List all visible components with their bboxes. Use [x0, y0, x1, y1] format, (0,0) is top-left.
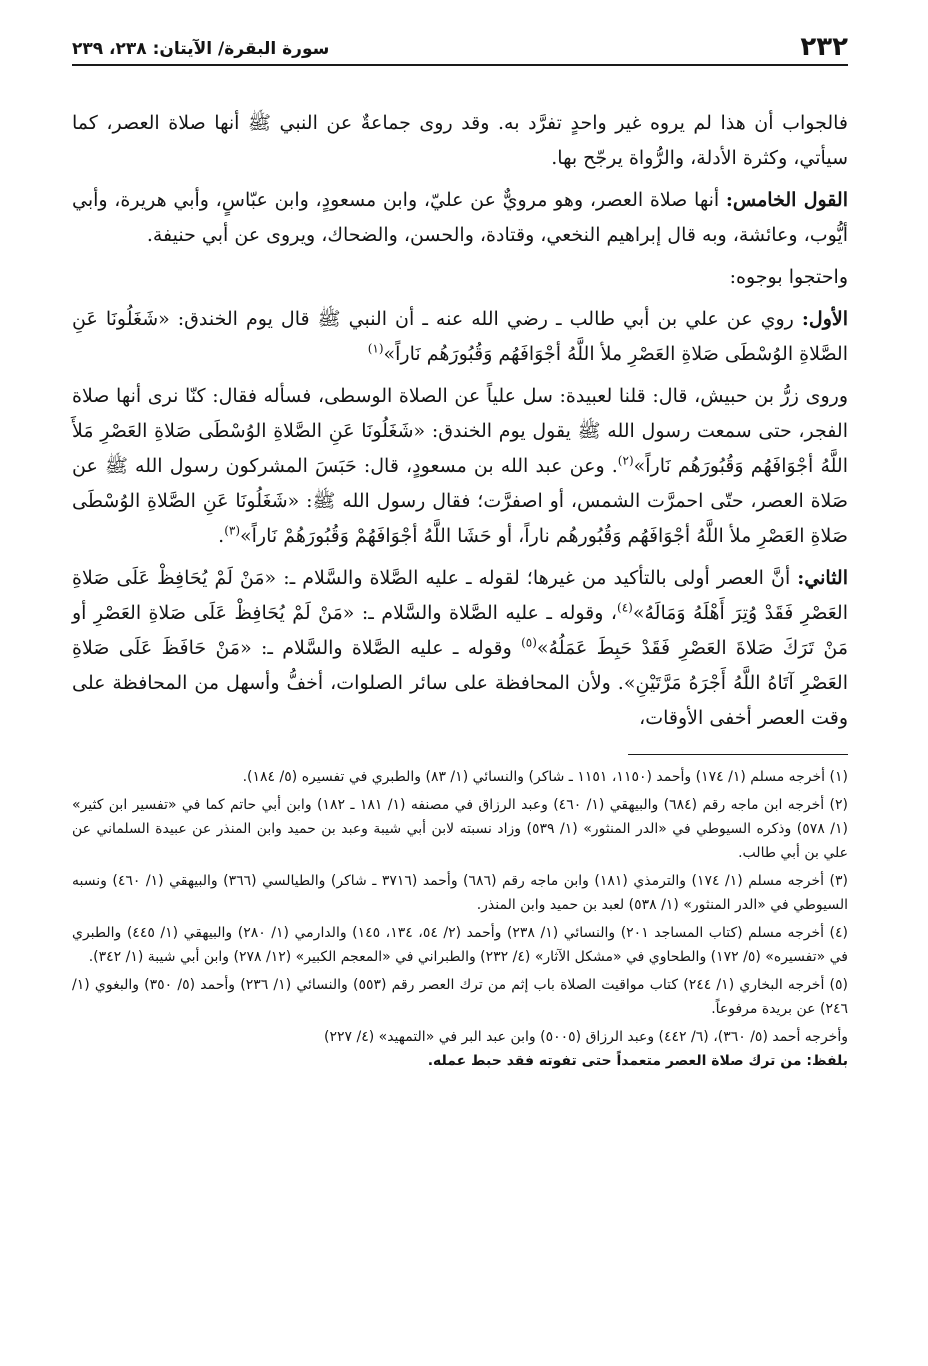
paragraph-fifth-opinion [72, 183, 848, 253]
paragraph-lead: الثاني: [797, 567, 848, 589]
paragraph-lead: القول الخامس: [725, 189, 848, 211]
footnote-text: بلفظ: من ترك صلاة العصر متعمداً حتى تفوته فقد حبط عمله. [427, 1053, 848, 1069]
main-text [72, 106, 848, 736]
paragraph-text: فالجواب أن هذا لم يروه غير واحدٍ تفرَّد به. وقد روى جماعةٌ عن النبي ﷺ أنها صلاة العصر، كما سيأتي، وكثرة الأدلة، والرُّواة يرجّح بها. [72, 112, 848, 169]
footnote-text: وأخرجه أحمد (٥/ ٣٦٠)، (٦/ ٤٤٢) وعبد الرزاق (٥٠٠٥) وابن عبد البر في «التمهيد» (٤/ ٢٢٧) [323, 1029, 848, 1045]
paragraph-text: ، وقوله ـ عليه الصَّلاة والسَّلام ـ: «مَنْ لَمْ يُحَافِظْ عَلَى صَلاةِ العَصْرِ أو مَنْ تَرَكَ صَلاةَ العَصْرِ فَقَدْ حَبِطَ عَمَلُهُ» [72, 602, 849, 659]
footnote-ref[interactable]: (٥) [521, 635, 537, 650]
footnote-ref[interactable]: (١) [367, 341, 384, 356]
page-header [72, 28, 848, 66]
paragraph-arguments-intro [72, 260, 848, 295]
footnote-ref[interactable]: (٤) [617, 600, 633, 615]
paragraph-text: روي عن علي بن أبي طالب ـ رضي الله عنه ـ أن النبي ﷺ قال يوم الخندق: «شَغَلُونَا عَنِ الصَّلاةِ الوُسْطَى صَلاةِ العَصْرِ ملأ اللَّهُ أجْوَافَهُم وَقُبُورَهُم نَاراً» [72, 308, 848, 365]
footnote-text: أخرجه البخاري (١/ ٢٤٤) كتاب مواقيت الصلاة باب إثم من ترك العصر رقم (٥٥٣) والنسائي (١/ ٢٣٦) وأحمد (٥/ ٣٥٠) والبغوي (١/ ٢٤٦) عن بريدة مرفوعاً. [72, 977, 848, 1017]
footnote-number: (٤) [829, 925, 848, 941]
paragraph-first-argument [72, 302, 848, 372]
paragraph-second-argument [72, 561, 848, 736]
paragraph-text: أنَّ العصر أولى بالتأكيد من غيرها؛ لقوله ـ عليه الصَّلاة والسَّلام ـ: «مَنْ لَمْ يُحَافِظْ عَلَى صَلاةِ العَصْرِ فَقَدْ وُتِرَ أَهْلَهُ وَمَالَهُ» [72, 567, 848, 624]
footnote-number: (٥) [829, 977, 848, 993]
paragraph-text: وقوله ـ عليه الصَّلاة والسَّلام ـ: «مَنْ حَافَظَ عَلَى صَلاةِ العَصْرِ آتَاهُ اللَّهُ أَجْرَهُ مَرَّتَيْنِ». ولأن المحافظة على سائر الصلوات، أخفُّ وأسهل من المحافظة على وقت العصر أخفى الأوقات، [72, 637, 848, 729]
footnote-ref[interactable]: (٣) [224, 523, 241, 538]
footnote-continuation [72, 1025, 848, 1073]
paragraph-text: . [218, 525, 225, 547]
paragraph-answer [72, 106, 848, 176]
footnote-text: أخرجه مسلم (١/ ١٧٤) والترمذي (١٨١) وابن ماجه رقم (٦٨٦) وأحمد (٣٧١٦ ـ شاكر) والطيالسي (٣٦٦) والبيهقي (١/ ٤٦٠) ونسبه السيوطي في «الدر المنثور» (١/ ٥٣٨) لعبد بن حميد وابن المنذر. [72, 873, 848, 913]
footnote-text: أخرجه مسلم (١/ ١٧٤) وأحمد (١١٥٠، ١١٥١ ـ شاكر) والنسائي (١/ ٨٣) والطبري في تفسيره (٥/ ١٨٤). [242, 769, 830, 785]
footnote-ref[interactable]: (٢) [617, 453, 634, 468]
footnote-item [72, 793, 848, 865]
footnote-item [72, 869, 848, 917]
footnote-number: (١) [829, 769, 848, 785]
paragraph-text: أنها صلاة العصر، وهو مرويٌّ عن عليّ، وابن مسعودٍ، وابن عبّاسٍ، وأبي هريرة، وأبي أيُّوب، وعائشة، وبه قال إبراهيم النخعي، وقتادة، والحسن، والضحاك، ويروى عن أبي حنيفة. [72, 189, 848, 246]
footnote-item [72, 921, 848, 969]
paragraph-text: وروى زرُّ بن حبيش، قال: قلنا لعبيدة: سل علياً عن الصلاة الوسطى، فسأله فقال: كنّا نرى أنها صلاة الفجر، حتى سمعت رسول الله ﷺ يقول يوم الخندق: «شَغَلُونَا عَنِ الصَّلاةِ الوُسْطَى صَلاةِ العَصْرِ مَلأَ اللَّهُ أجْوَافَهُم وَقُبُورَهُم نَاراً» [72, 385, 848, 477]
paragraph-zirr-narration [72, 379, 848, 554]
paragraph-text: واحتجوا بوجوه: [729, 266, 848, 288]
footnote-text: أخرجه ابن ماجه رقم (٦٨٤) والبيهقي (١/ ٤٦٠) وعبد الرزاق في مصنفه (١/ ١٨١ ـ ١٨٢) وابن أبي حاتم كما في «تفسير ابن كثير» (١/ ٥٧٨) وذكره السيوطي في «الدر المنثور» (١/ ٥٣٩) وزاد نسبته لابن أبي شيبة وعبد بن حميد وابن المنذر عن عبيدة السلماني عن علي بن أبي طالب. [72, 797, 848, 861]
running-head: سورة البقرة/ الآيتان: ٢٣٨، ٢٣٩ [72, 39, 330, 59]
footnote-text: أخرجه مسلم (كتاب المساجد ٢٠١) والنسائي (١/ ٢٣٨) وأحمد (٢/ ٥٤، ١٣٤، ١٤٥) والدارمي (١/ ٢٨٠) والبيهقي (١/ ٤٤٥) والطبري في «تفسيره» (٥/ ١٧٢) والطحاوي في «مشكل الآثار» (٤/ ٢٣٢) والطبراني في «المعجم الكبير» (١٢/ ٢٧٨) وابن أبي شيبة (١/ ٣٤٢). [72, 925, 848, 965]
footnote-number: (٣) [829, 873, 849, 889]
book-page [72, 28, 848, 1077]
footnote-number: (٢) [829, 797, 848, 813]
footnote-item [72, 765, 848, 789]
footnote-item [72, 973, 848, 1021]
paragraph-lead: الأول: [801, 308, 848, 330]
paragraph-text: . وعن عبد الله بن مسعودٍ، قال: حَبَسَ المشركون رسول الله ﷺ عن صَلاة العصر، حتّى احمرَّت الشمس، أو اصفرَّت؛ فقال رسول الله ﷺ: «شَغَلُونَا عَنِ الصَّلاةِ الوُسْطَى صَلاةِ العَصْرِ ملأ اللَّهُ أجْوَافَهُم وَقُبُورهُم ناراً، أو حَشَا اللَّهُ أجْوَافَهُمْ وَقُبُورَهُمْ نَاراً» [72, 455, 848, 547]
footnotes [72, 765, 848, 1073]
page-number: ٢٣٢ [800, 32, 848, 62]
footnote-divider [628, 754, 848, 755]
